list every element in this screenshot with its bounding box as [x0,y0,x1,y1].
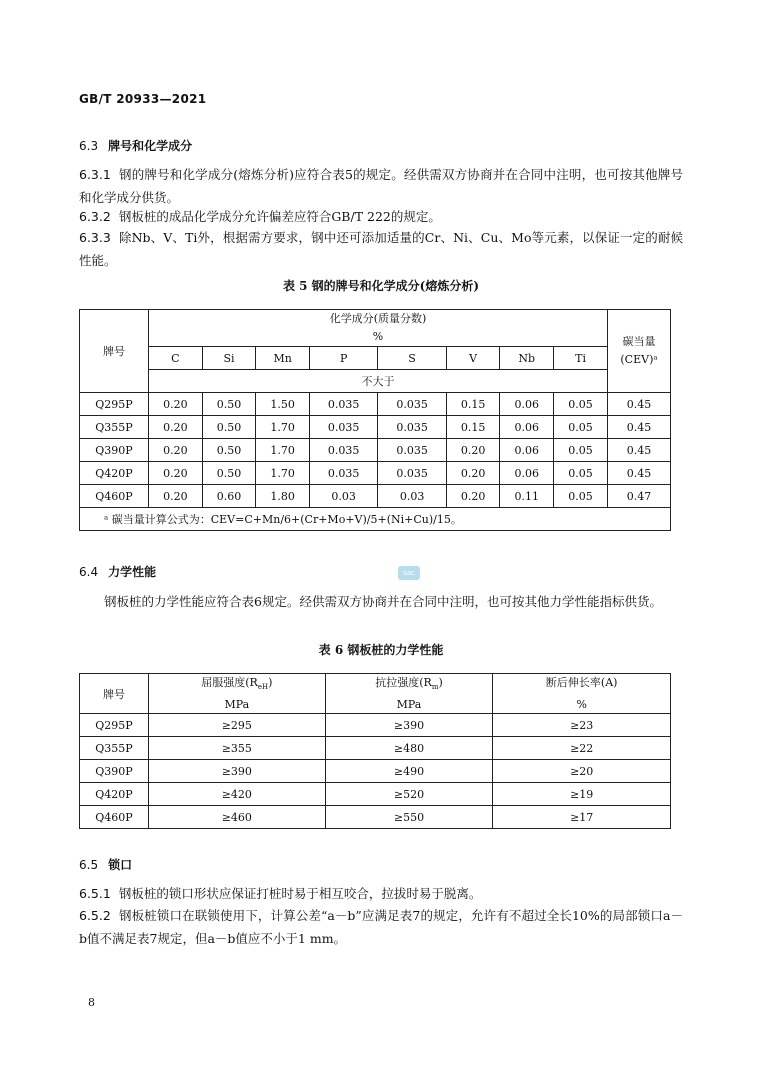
value-cell: 0.45 [608,439,671,462]
value-cell: 0.20 [149,416,203,439]
grade-cell: Q295P [80,714,149,737]
value-cell: 0.11 [500,485,554,508]
cev-header: 碳当量(CEV)ᵃ [608,310,671,393]
composition-unit: % [372,330,384,343]
element-header: P [309,347,377,370]
value-cell: 0.15 [446,416,500,439]
element-header: V [446,347,500,370]
section-title: 力学性能 [108,565,157,579]
table-row [80,439,671,462]
property-name [493,674,670,696]
grade-header: 牌号 [80,310,149,393]
value-cell: 1.80 [256,485,310,508]
value-cell: 0.15 [446,393,500,416]
value-cell: 0.05 [554,393,608,416]
value-cell: 1.70 [256,416,310,439]
property-unit: MPa [224,698,250,712]
value-cell: 0.06 [500,393,554,416]
value-cell: 0.035 [378,439,446,462]
value-cell: 0.20 [149,439,203,462]
clause-number: 6.3.2 [79,209,111,224]
value-cell: 0.05 [554,485,608,508]
table-row [80,806,671,829]
property-name [149,674,325,696]
section-6-4-heading [79,563,156,580]
clause-text: 钢板桩的锁口形状应保证打桩时易于相互咬合，拉拔时易于脱离。 [118,886,482,901]
section-title: 锁口 [108,858,133,872]
value-cell: 0.035 [309,393,377,416]
value-cell: 0.05 [554,439,608,462]
grade-cell: Q390P [80,439,149,462]
value-cell: 0.20 [149,462,203,485]
value-cell: ≥355 [149,737,326,760]
property-unit: % [576,698,587,712]
grade-cell: Q355P [80,737,149,760]
clause-text: 钢板桩锁口在联锁使用下，计算公差“a－b”应满足表7的规定，允许有不超过全长10%的局部锁口a－b值不满足表7规定，但a－b值应不小于1 mm。 [79,908,683,946]
grade-cell: Q355P [80,416,149,439]
table-row [80,760,671,783]
grade-header: 牌号 [80,674,149,714]
value-cell: 0.45 [608,416,671,439]
element-header-row [80,347,671,370]
value-cell: ≥20 [493,760,671,783]
clause-6-3-2 [79,205,683,228]
value-cell: ≥390 [149,760,326,783]
section-number: 6.3 [79,139,99,153]
table-row [80,714,671,737]
document-id: GB/T 20933—2021 [79,92,207,106]
value-cell: 0.035 [309,439,377,462]
clause-6-4-text: 钢板桩的力学性能应符合表6规定。经供需双方协商并在合同中注明，也可按其他力学性能指标供货。 [104,594,662,609]
value-cell: 1.70 [256,439,310,462]
property-close: ) [268,676,273,689]
value-cell: 0.03 [309,485,377,508]
value-cell: ≥295 [149,714,326,737]
table-6-body [80,714,671,829]
section-number: 6.5 [79,858,99,872]
value-cell: ≥17 [493,806,671,829]
value-cell: 0.03 [378,485,446,508]
limit-note: 不大于 [149,370,608,393]
value-cell: 0.20 [446,462,500,485]
table-row [80,737,671,760]
value-cell: 0.47 [608,485,671,508]
clause-number: 6.5.1 [79,886,111,901]
value-cell: 0.035 [309,462,377,485]
value-cell: 0.50 [202,416,256,439]
value-cell: 0.20 [149,485,203,508]
grade-cell: Q460P [80,806,149,829]
table-5 [79,309,671,531]
value-cell: 0.20 [446,439,500,462]
grade-cell: Q460P [80,485,149,508]
section-number: 6.4 [79,565,99,579]
value-cell: 0.50 [202,393,256,416]
property-subscript: m [431,683,439,692]
grade-cell: Q295P [80,393,149,416]
value-cell: 0.60 [202,485,256,508]
table-5-footnote: ᵃ 碳当量计算公式为：CEV=C+Mn/6+(Cr+Mo+V)/5+(Ni+Cu)/15。 [80,508,671,531]
value-cell: 0.06 [500,439,554,462]
table-row [80,416,671,439]
property-header [325,674,493,714]
table-row [80,462,671,485]
element-header: Nb [500,347,554,370]
value-cell: 0.035 [378,416,446,439]
section-6-5-heading [79,856,132,873]
table-6 [79,673,671,829]
value-cell: 0.50 [202,462,256,485]
value-cell: 0.45 [608,462,671,485]
section-title: 牌号和化学成分 [108,139,193,153]
value-cell: ≥520 [325,783,493,806]
property-close: ) [438,676,443,689]
value-cell: ≥550 [325,806,493,829]
value-cell: 0.035 [309,416,377,439]
value-cell: 0.05 [554,416,608,439]
watermark-logo: sac [398,566,420,580]
clause-text: 除Nb、V、Ti外，根据需方要求，钢中还可添加适量的Cr、Ni、Cu、Mo等元素，以保证一定的耐候性能。 [79,230,683,268]
value-cell: 0.20 [446,485,500,508]
grade-cell: Q420P [80,462,149,485]
value-cell: ≥19 [493,783,671,806]
value-cell: 0.05 [554,462,608,485]
section-6-3-heading [79,137,192,154]
value-cell: ≥420 [149,783,326,806]
value-cell: 1.70 [256,462,310,485]
page-number: 8 [88,996,95,1009]
element-header: S [378,347,446,370]
table-6-header-row [80,674,671,714]
value-cell: ≥480 [325,737,493,760]
clause-number: 6.3.3 [79,230,111,245]
value-cell: ≥460 [149,806,326,829]
property-header [149,674,326,714]
value-cell: 0.035 [378,462,446,485]
table-5-caption: 表 5 钢的牌号和化学成分(熔炼分析) [282,279,480,293]
value-cell: ≥390 [325,714,493,737]
table-5-body [80,393,671,508]
table-row [80,783,671,806]
property-label: 屈服强度(R [201,676,258,689]
value-cell: 0.06 [500,416,554,439]
property-name [326,674,493,696]
value-cell: ≥23 [493,714,671,737]
table-row [80,485,671,508]
clause-text: 钢的牌号和化学成分(熔炼分析)应符合表5的规定。经供需双方协商并在合同中注明，也可按其他牌号和化学成分供货。 [79,167,683,205]
value-cell: 0.035 [378,393,446,416]
grade-cell: Q420P [80,783,149,806]
grade-cell: Q390P [80,760,149,783]
value-cell: 1.50 [256,393,310,416]
property-label: 断后伸长率(A) [545,676,618,689]
clause-number: 6.5.2 [79,908,111,923]
composition-group-header [149,310,608,347]
clause-6-5-2 [79,904,683,950]
value-cell: 0.06 [500,462,554,485]
value-cell: 0.20 [149,393,203,416]
element-header: Si [202,347,256,370]
clause-6-3-1 [79,163,683,209]
property-header [493,674,671,714]
table-6-caption: 表 6 钢板桩的力学性能 [318,643,444,657]
composition-title: 化学成分(质量分数) [329,312,427,325]
value-cell: 0.50 [202,439,256,462]
element-header: Mn [256,347,310,370]
clause-6-5-1 [79,882,683,905]
table-row [80,393,671,416]
property-unit: MPa [396,698,422,712]
value-cell: ≥22 [493,737,671,760]
property-subscript: eH [257,683,269,692]
property-label: 抗拉强度(R [375,676,432,689]
clause-text: 钢板桩的成品化学成分允许偏差应符合GB/T 222的规定。 [118,209,441,224]
value-cell: ≥490 [325,760,493,783]
clause-number: 6.3.1 [79,167,111,182]
clause-6-3-3 [79,226,683,272]
element-header: Ti [554,347,608,370]
value-cell: 0.45 [608,393,671,416]
element-header: C [149,347,203,370]
